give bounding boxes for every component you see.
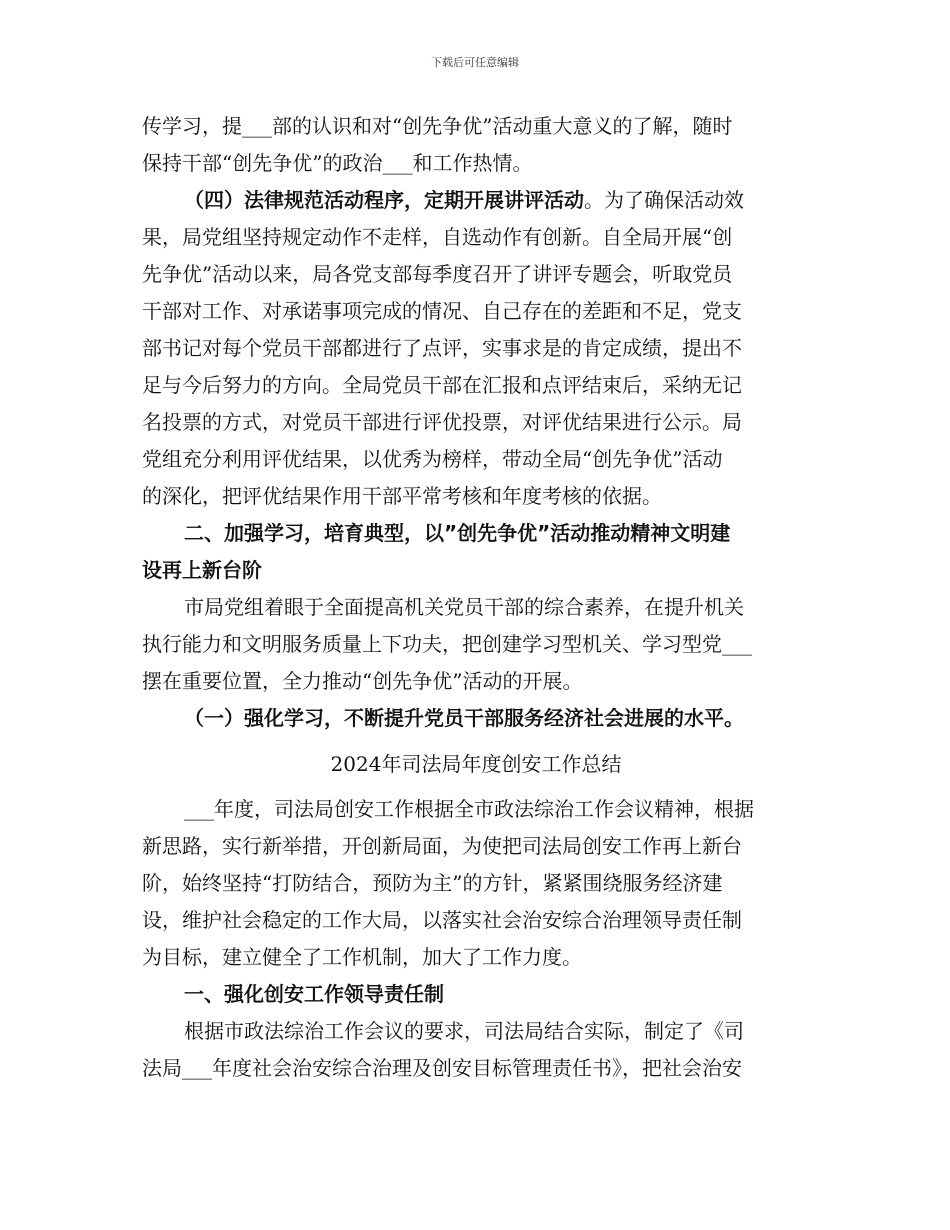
section-heading: 一、强化创安工作领导责任制: [184, 982, 444, 1006]
paragraph-line: 名投票的方式，对党员干部进行评优投票，对评优结果进行公示。局: [142, 410, 742, 434]
paragraph-line: 足与今后努力的方向。全局党员干部在汇报和点评结束后，采纳无记: [142, 373, 742, 397]
section-heading: （四）法律规范活动程序，定期开展讲评活动: [184, 188, 584, 212]
paragraph-line: 设，维护社会稳定的工作大局，以落实社会治安综合治理领导责任制: [142, 908, 742, 932]
paragraph-line: 执行能力和文明服务质量上下功夫，把创建学习型机关、学习型党___: [142, 632, 752, 656]
paragraph-line: 阶，始终坚持“打防结合，预防为主”的方针，紧紧围绕服务经济建: [142, 871, 723, 895]
section-heading: 二、加强学习，培育典型，以”创先争优”活动推动精神文明建: [184, 521, 731, 545]
paragraph-line: 传学习，提___部的认识和对“创先争优”活动重大意义的了解，随时: [142, 114, 733, 138]
paragraph-line: 的深化，把评优结果作用干部平常考核和年度考核的依据。: [142, 484, 662, 508]
document-body: [142, 108, 810, 1087]
paragraph-line: 法局___年度社会治安综合治理及创安目标管理责任书》，把社会治安: [142, 1056, 742, 1080]
paragraph-line: 为目标，建立健全了工作机制，加大了工作力度。: [142, 945, 582, 969]
paragraph-line: 保持干部“创先争优”的政治___和工作热情。: [142, 151, 533, 175]
paragraph-line: 市局党组着眼于全面提高机关党员干部的综合素养，在提升机关: [184, 595, 744, 619]
document-title: 2024年司法局年度创安工作总结: [330, 752, 622, 776]
paragraph-line: 果，局党组坚持规定动作不走样，自选动作有创新。自全局开展“创: [142, 225, 733, 249]
paragraph-line: ___年度，司法局创安工作根据全市政法综治工作会议精神，根据: [184, 797, 754, 821]
section-heading: 设再上新台阶: [142, 558, 262, 582]
paragraph-line: 部书记对每个党员干部都进行了点评，实事求是的肯定成绩，提出不: [142, 336, 742, 360]
paragraph-line: 干部对工作、对承诺事项完成的情况、自己存在的差距和不足，党支: [142, 299, 742, 323]
paragraph-text: 。为了确保活动效: [584, 188, 744, 212]
section-heading-line: [142, 182, 810, 219]
page-header-note: 下载后可任意编辑: [431, 56, 519, 69]
paragraph-line: 党组充分利用评优结果，以优秀为榜样，带动全局“创先争优”活动: [142, 447, 723, 471]
paragraph-line: 先争优”活动以来，局各党支部每季度召开了讲评专题会，听取党员: [142, 262, 733, 286]
paragraph-line: 摆在重要位置，全力推动“创先争优”活动的开展。: [142, 669, 583, 693]
paragraph-line: 新思路，实行新举措，开创新局面，为使把司法局创安工作再上新台: [142, 834, 742, 858]
subsection-heading: （一）强化学习，不断提升党员干部服务经济社会进展的水平。: [184, 706, 744, 730]
paragraph-line: 根据市政法综治工作会议的要求，司法局结合实际，制定了《司: [184, 1019, 744, 1043]
